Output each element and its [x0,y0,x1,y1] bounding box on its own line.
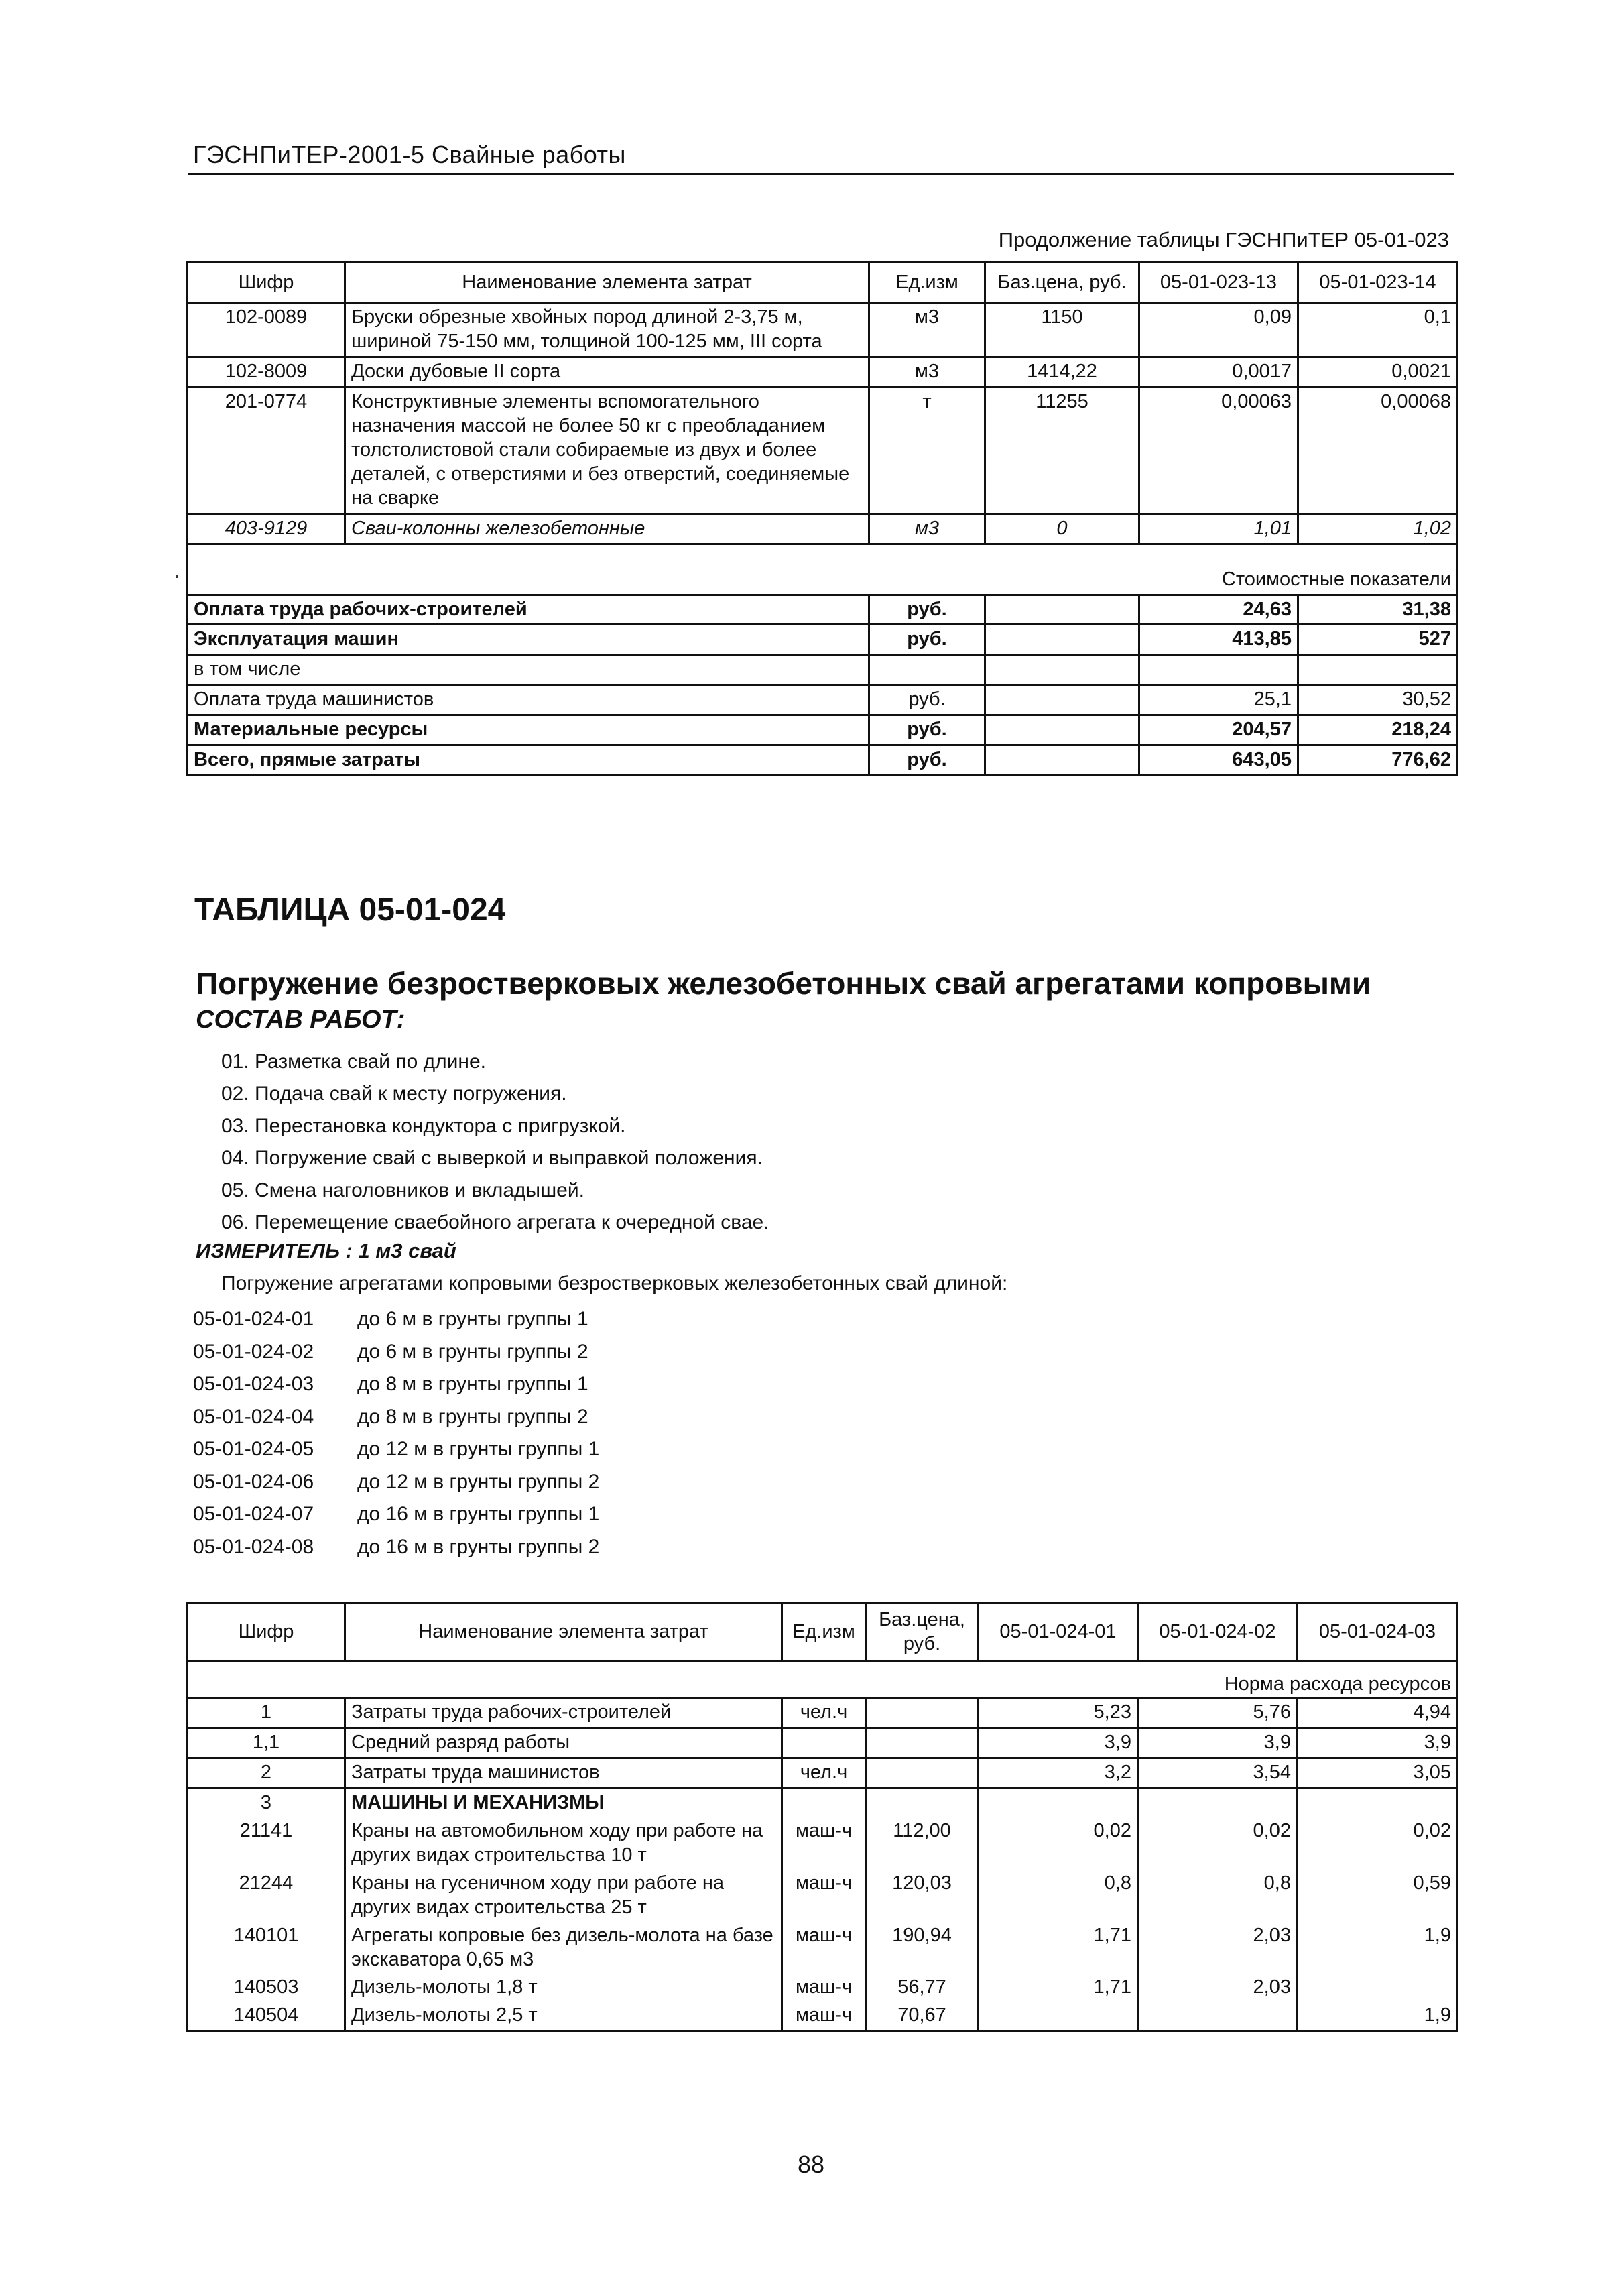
cell-value: 1,02 [1298,513,1458,544]
cell-value: 1,9 [1298,2002,1458,2031]
intro-text: Погружение агрегатами копровыми безростверковых железобетонных свай длиной: [221,1272,1008,1294]
code-desc: до 6 м в грунты группы 2 [357,1340,588,1363]
cell-value [1298,1788,1458,1817]
code-desc: до 12 м в грунты группы 2 [357,1470,600,1493]
cell-code: 403-9129 [188,513,345,544]
cell-unit: руб. [869,595,985,625]
cell-unit: маш-ч [782,2002,866,2031]
col-header-v1: 05-01-023-13 [1139,263,1298,303]
cell-unit: м3 [869,513,985,544]
table-row [188,1788,1458,1817]
cell-name: Краны на гусеничном ходу при работе на других видах строительства 25 т [345,1870,782,1922]
list-item: 06. Перемещение сваебойного агрегата к очередной свае. [221,1211,769,1233]
table-row [188,1758,1458,1788]
cell-code: 102-0089 [188,303,345,357]
list-item [193,1401,599,1434]
table-row [188,655,1458,685]
table-row [188,1922,1458,1974]
cell-value: 3,2 [979,1758,1138,1788]
cell-price [985,595,1139,625]
col-header-name: Наименование элемента затрат [345,1604,782,1661]
cell-value: 1,71 [979,1922,1138,1974]
col-header-unit: Ед.изм [869,263,985,303]
list-item [193,1368,599,1401]
cell-unit: маш-ч [782,1817,866,1870]
col-header-price: Баз.цена, руб. [985,263,1139,303]
cell-name: Средний разряд работы [345,1728,782,1758]
cell-value: 1,01 [1139,513,1298,544]
cell-unit: чел.ч [782,1758,866,1788]
cell-price: 1414,22 [985,357,1139,387]
cell-value: 3,54 [1138,1758,1298,1788]
list-item [193,1336,599,1369]
code-desc: до 6 м в грунты группы 1 [357,1308,588,1330]
cell-value: 0,8 [979,1870,1138,1922]
cell-code: 21244 [188,1870,345,1922]
code: 05-01-024-06 [193,1470,314,1493]
cell-unit: руб. [869,685,985,715]
cell-value [1139,655,1298,685]
cell-value: 776,62 [1298,745,1458,776]
cell-price: 70,67 [866,2002,979,2031]
cell-value [1138,1788,1298,1817]
cell-price: 112,00 [866,1817,979,1870]
col-header-code: Шифр [188,263,345,303]
cell-name: Оплата труда машинистов [188,685,869,715]
table-row [188,387,1458,513]
code-desc: до 16 м в грунты группы 2 [357,1535,600,1558]
col-header-code: Шифр [188,1604,345,1661]
cell-code: 3 [188,1788,345,1817]
table-row [188,2002,1458,2031]
cell-value: 25,1 [1139,685,1298,715]
cell-unit [782,1788,866,1817]
list-item: 02. Подача свай к месту погружения. [221,1083,567,1105]
table-row [188,625,1458,655]
cell-unit: руб. [869,745,985,776]
section-title: ТАБЛИЦА 05-01-024 [194,892,506,928]
cell-value: 218,24 [1298,715,1458,745]
code: 05-01-024-05 [193,1438,314,1460]
code-desc: до 16 м в грунты группы 1 [357,1503,600,1525]
col-header-unit: Ед.изм [782,1604,866,1661]
cell-name: Конструктивные элементы вспомогательного назначения массой не более 50 кг с преобладанием толстолистовой стали собираемые из двух и более деталей, с отверстиями и без отверстий, соединяемые на сварке [345,387,869,513]
cell-name: Всего, прямые затраты [188,745,869,776]
cell-code: 140504 [188,2002,345,2031]
table-row [188,1817,1458,1870]
code-desc: до 8 м в грунты группы 2 [357,1405,588,1428]
cell-code: 1,1 [188,1728,345,1758]
list-item [193,1531,599,1564]
cell-unit: руб. [869,715,985,745]
cell-value: 5,76 [1138,1697,1298,1728]
cell-name: Затраты труда рабочих-строителей [345,1697,782,1728]
cell-price [866,1697,979,1728]
cell-price: 56,77 [866,1974,979,2002]
cell-code: 1 [188,1697,345,1728]
table-row [188,544,1458,595]
cell-code: 21141 [188,1817,345,1870]
cell-value: 30,52 [1298,685,1458,715]
cost-section-label: Стоимостные показатели [188,544,1458,595]
cell-value: 2,03 [1138,1922,1298,1974]
cell-name: Эксплуатация машин [188,625,869,655]
cell-value: 0,00063 [1139,387,1298,513]
table-row [188,357,1458,387]
code: 05-01-024-04 [193,1405,314,1428]
table-row [188,303,1458,357]
cell-name: Дизель-молоты 1,8 т [345,1974,782,2002]
cell-price [866,1728,979,1758]
cell-value: 1,71 [979,1974,1138,2002]
cell-price: 1150 [985,303,1139,357]
measure-unit: ИЗМЕРИТЕЛЬ : 1 м3 свай [196,1239,456,1262]
cell-code: 140101 [188,1922,345,1974]
cell-value: 1,9 [1298,1922,1458,1974]
cell-price [985,715,1139,745]
cell-value: 4,94 [1298,1697,1458,1728]
table-row [188,1728,1458,1758]
cell-value: 0,09 [1139,303,1298,357]
cell-unit: маш-ч [782,1974,866,2002]
cell-value: 413,85 [1139,625,1298,655]
cell-value: 643,05 [1139,745,1298,776]
cost-table-05-01-023 [186,261,1458,776]
cell-unit: т [869,387,985,513]
col-header-v1: 05-01-024-01 [979,1604,1138,1661]
col-header-v3: 05-01-024-03 [1298,1604,1458,1661]
works-list [221,1046,769,1239]
cell-value: 24,63 [1139,595,1298,625]
list-item: 05. Смена наголовников и вкладышей. [221,1179,584,1201]
cell-value: 0,1 [1298,303,1458,357]
list-item [193,1303,599,1336]
col-header-price: Баз.цена, руб. [866,1604,979,1661]
cell-unit: маш-ч [782,1870,866,1922]
cell-value [1298,655,1458,685]
cell-value [979,2002,1138,2031]
cell-unit [782,1728,866,1758]
cell-code: 140503 [188,1974,345,2002]
table-row [188,745,1458,776]
col-header-name: Наименование элемента затрат [345,263,869,303]
col-header-v2: 05-01-023-14 [1298,263,1458,303]
cell-value [1298,1974,1458,2002]
cell-name: Агрегаты копровые без дизель-молота на базе экскаватора 0,65 м3 [345,1922,782,1974]
code: 05-01-024-03 [193,1373,314,1395]
code: 05-01-024-02 [193,1340,314,1363]
cell-value: 527 [1298,625,1458,655]
cell-name: Затраты труда машинистов [345,1758,782,1788]
cell-value: 0,02 [1138,1817,1298,1870]
cell-unit: руб. [869,625,985,655]
resource-table-05-01-024 [186,1602,1458,2032]
cell-value: 5,23 [979,1697,1138,1728]
cell-unit: м3 [869,357,985,387]
continuation-caption: Продолжение таблицы ГЭСНПиТЕР 05-01-023 [998,228,1449,251]
list-item [193,1466,599,1499]
cell-name: Материальные ресурсы [188,715,869,745]
cell-price [985,625,1139,655]
cell-price: 11255 [985,387,1139,513]
table-row [188,1974,1458,2002]
cell-value: 31,38 [1298,595,1458,625]
list-item [193,1433,599,1466]
col-header-v2: 05-01-024-02 [1138,1604,1298,1661]
code: 05-01-024-01 [193,1308,314,1330]
cell-value [1138,2002,1298,2031]
cell-unit [869,655,985,685]
code: 05-01-024-07 [193,1503,314,1525]
cell-price: 120,03 [866,1870,979,1922]
cell-price: 190,94 [866,1922,979,1974]
cell-name: МАШИНЫ И МЕХАНИЗМЫ [345,1788,782,1817]
cell-name: в том числе [188,655,869,685]
cell-value: 0,59 [1298,1870,1458,1922]
table-row [188,715,1458,745]
table-row [188,685,1458,715]
cell-value: 3,9 [1138,1728,1298,1758]
table-row [188,1870,1458,1922]
cell-name: Дизель-молоты 2,5 т [345,2002,782,2031]
page-number: 88 [797,2151,825,2178]
cell-price [866,1788,979,1817]
cell-code: 201-0774 [188,387,345,513]
cell-name: Сваи-колонны железобетонные [345,513,869,544]
list-item: 03. Перестановка кондуктора с пригрузкой. [221,1115,626,1137]
cell-value [979,1788,1138,1817]
cell-value: 0,8 [1138,1870,1298,1922]
cell-price: 0 [985,513,1139,544]
cell-value: 0,02 [1298,1817,1458,1870]
scan-speck [176,575,178,578]
norm-section-label: Норма расхода ресурсов [188,1661,1458,1698]
list-item [193,1498,599,1531]
cell-name: Доски дубовые II сорта [345,357,869,387]
cell-value: 3,9 [979,1728,1138,1758]
cell-code: 2 [188,1758,345,1788]
sostav-label: СОСТАВ РАБОТ: [196,1006,406,1034]
cell-name: Оплата труда рабочих-строителей [188,595,869,625]
cell-name: Краны на автомобильном ходу при работе на других видах строительства 10 т [345,1817,782,1870]
cell-value: 3,9 [1298,1728,1458,1758]
code-desc: до 12 м в грунты группы 1 [357,1438,600,1460]
table-row [188,595,1458,625]
cell-price [985,745,1139,776]
cell-price [985,655,1139,685]
header-rule [188,173,1454,175]
cell-value: 0,02 [979,1817,1138,1870]
list-item: 04. Погружение свай с выверкой и выправкой положения. [221,1147,763,1169]
cell-value: 0,0017 [1139,357,1298,387]
cell-value: 3,05 [1298,1758,1458,1788]
cell-value: 0,00068 [1298,387,1458,513]
list-item: 01. Разметка свай по длине. [221,1050,487,1073]
codes-list [193,1303,599,1563]
running-header: ГЭСНПиТЕР-2001-5 Свайные работы [193,141,626,168]
cell-unit: маш-ч [782,1922,866,1974]
cell-unit: м3 [869,303,985,357]
cell-code: 102-8009 [188,357,345,387]
cell-value: 204,57 [1139,715,1298,745]
cell-price [985,685,1139,715]
cell-value: 2,03 [1138,1974,1298,2002]
main-title: Погружение безростверковых железобетонных свай агрегатами копровыми [196,966,1371,1001]
table-row [188,1661,1458,1698]
cell-value: 0,0021 [1298,357,1458,387]
cell-name: Бруски обрезные хвойных пород длиной 2-3,75 м, шириной 75-150 мм, толщиной 100-125 мм, III сорта [345,303,869,357]
cell-price [866,1758,979,1788]
table-row [188,513,1458,544]
cell-unit: чел.ч [782,1697,866,1728]
table-row [188,1697,1458,1728]
code-desc: до 8 м в грунты группы 1 [357,1373,588,1395]
code: 05-01-024-08 [193,1535,314,1558]
